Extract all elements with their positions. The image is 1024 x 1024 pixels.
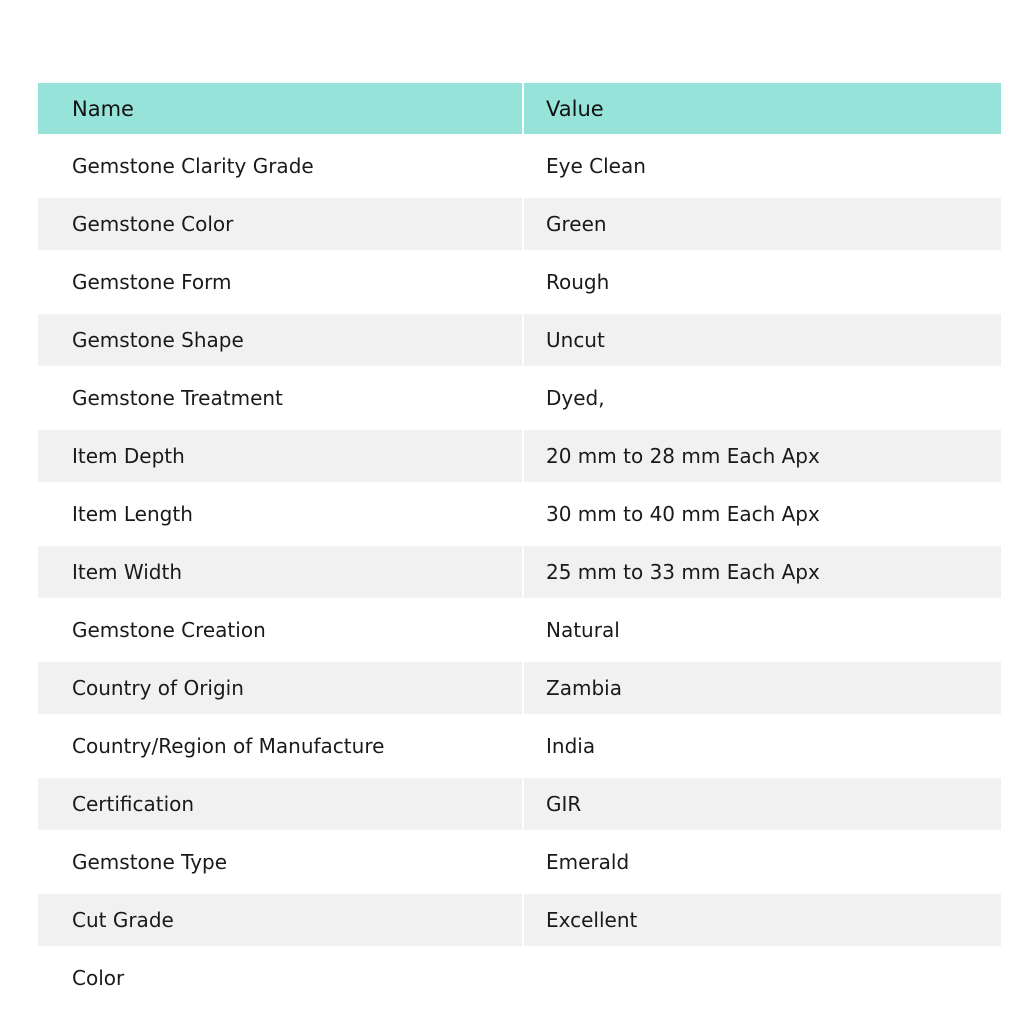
attribute-name-cell: Country/Region of Manufacture [38,717,523,775]
attribute-name-cell: Cut Grade [38,891,523,949]
attribute-name-cell: Gemstone Clarity Grade [38,137,523,195]
table-row [38,253,1001,311]
attribute-value-cell: Emerald [523,833,1001,891]
table-row [38,949,1001,1004]
table-row [38,717,1001,775]
attribute-value-cell: Rough [523,253,1001,311]
table-row [38,369,1001,427]
table-row [38,311,1001,369]
attribute-value-cell: 25 mm to 33 mm Each Apx [523,543,1001,601]
attribute-value-cell: Uncut [523,311,1001,369]
table-row [38,833,1001,891]
column-header-value: Value [523,83,1001,137]
specifications-table [38,83,1001,1004]
attribute-name-cell: Gemstone Type [38,833,523,891]
attribute-name-cell: Gemstone Creation [38,601,523,659]
table-row [38,775,1001,833]
attribute-value-cell: Green [523,195,1001,253]
header-row [38,83,1001,137]
attribute-value-cell: Dyed, [523,369,1001,427]
attribute-name-cell: Item Depth [38,427,523,485]
table-row [38,485,1001,543]
attribute-value-cell: Eye Clean [523,137,1001,195]
column-header-name: Name [38,83,523,137]
attribute-value-cell: GIR [523,775,1001,833]
attribute-value-cell [523,949,1001,1004]
attribute-value-cell: 20 mm to 28 mm Each Apx [523,427,1001,485]
attribute-name-cell: Color [38,949,523,1004]
attribute-name-cell: Certification [38,775,523,833]
table-body [38,137,1001,1004]
attribute-value-cell: 30 mm to 40 mm Each Apx [523,485,1001,543]
attribute-value-cell: India [523,717,1001,775]
attribute-name-cell: Item Width [38,543,523,601]
attribute-name-cell: Gemstone Color [38,195,523,253]
table-row [38,195,1001,253]
table-header [38,83,1001,137]
table-row [38,427,1001,485]
attribute-value-cell: Natural [523,601,1001,659]
attribute-name-cell: Gemstone Shape [38,311,523,369]
attribute-name-cell: Item Length [38,485,523,543]
attribute-value-cell: Excellent [523,891,1001,949]
table-row [38,543,1001,601]
table-row [38,137,1001,195]
table-row [38,601,1001,659]
attribute-name-cell: Gemstone Form [38,253,523,311]
table-row [38,891,1001,949]
table-row [38,659,1001,717]
attribute-name-cell: Country of Origin [38,659,523,717]
attribute-value-cell: Zambia [523,659,1001,717]
attribute-name-cell: Gemstone Treatment [38,369,523,427]
